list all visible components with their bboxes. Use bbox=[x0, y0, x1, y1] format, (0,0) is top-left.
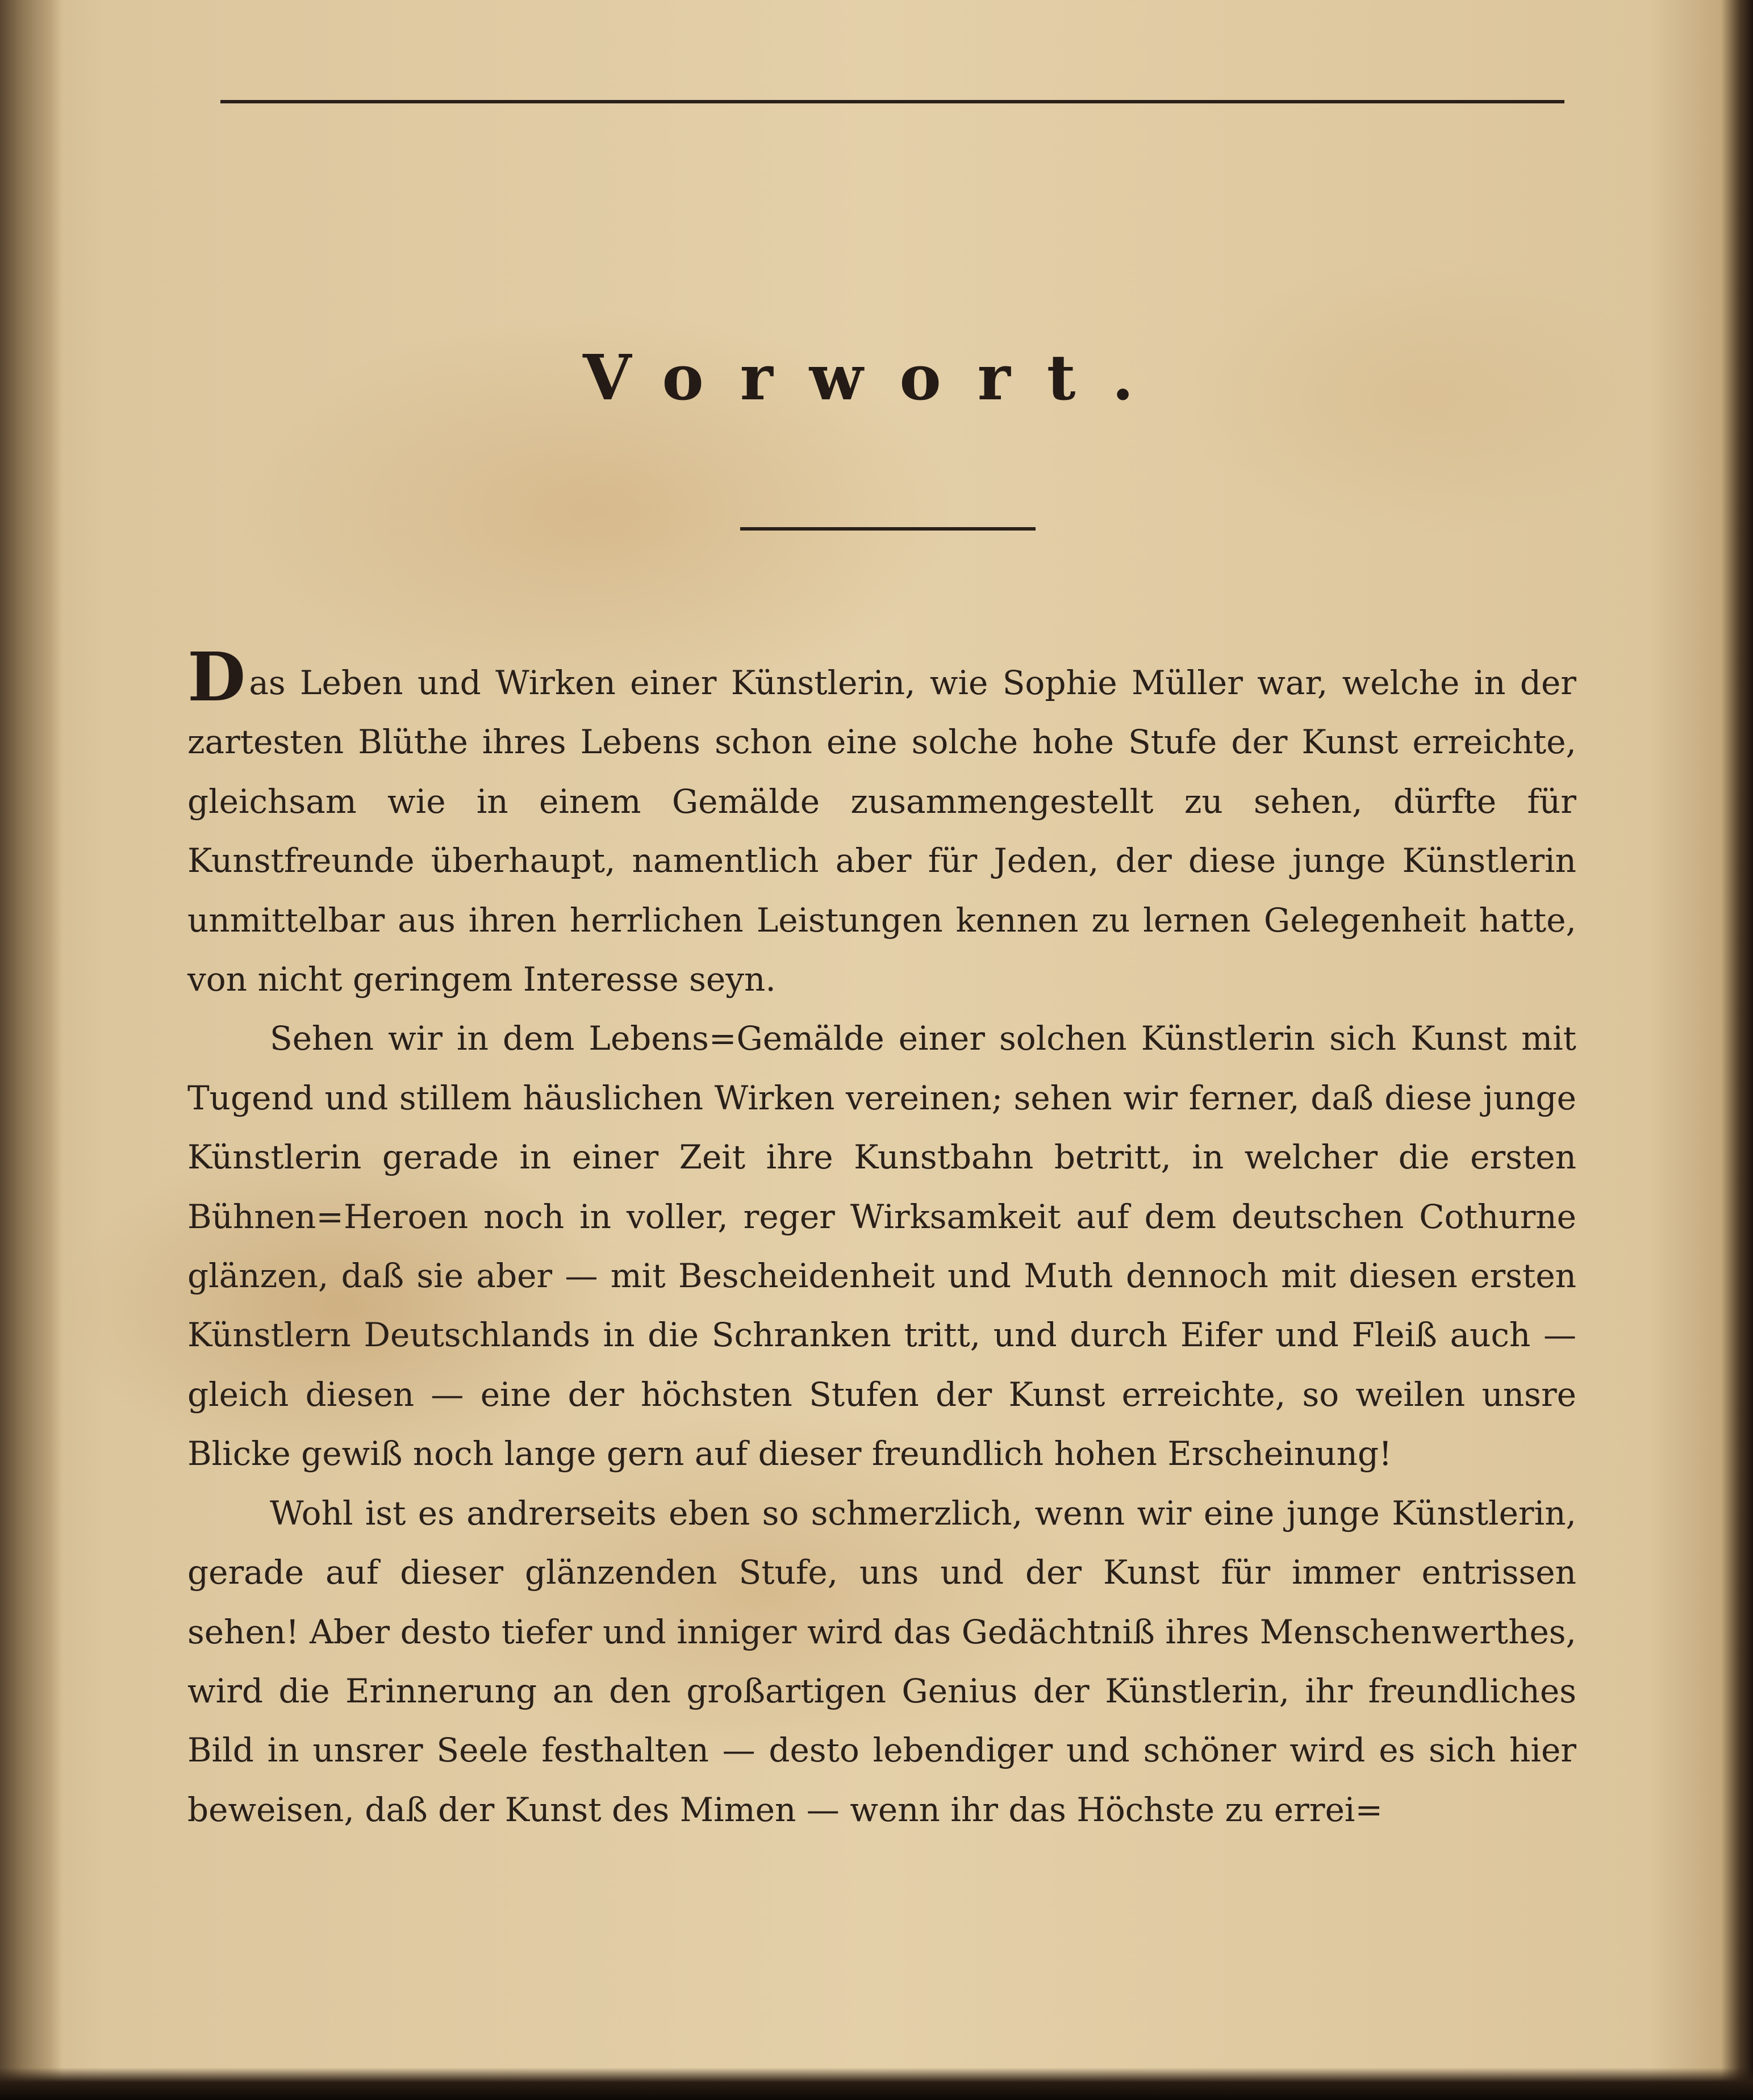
title-rule bbox=[740, 527, 1036, 531]
drop-cap: D bbox=[187, 637, 246, 716]
paragraph-1-text: as Leben und Wirken einer Künstlerin, wie Sophie Müller war, welche in der zartesten Blüthe ihres Lebens schon eine solche hohe Stufe der Kunst erreichte, gleichsam wie in einem Gemälde zusammengestellt zu sehen, dürfte für Kunstfreunde überhaupt, namentlich aber für Jeden, der diese junge Künstlerin unmittelbar aus ihren herrlichen Leistungen kennen zu lernen Gelegenheit hatte, von nicht geringem Interesse seyn. bbox=[187, 663, 1576, 999]
paragraph-3: Wohl ist es andrerseits eben so schmerzlich, wenn wir eine junge Künstlerin, gerade auf dieser glänzenden Stufe, uns und der Kunst für immer entrissen sehen! Aber desto tiefer und inniger wird das Gedächtniß ihres Menschenwerthes, wird die Erinnerung an den großartigen Genius der Künstlerin, ihr freundliches Bild in unsrer Seele festhalten — desto lebendiger und schöner wird es sich hier beweisen, daß der Kunst des Mimen — wenn ihr das Höchste zu errei= bbox=[187, 1493, 1576, 1829]
paragraph-2: Sehen wir in dem Lebens=Gemälde einer solchen Künstlerin sich Kunst mit Tugend und stillem häuslichen Wirken vereinen; sehen wir ferner, daß diese junge Künstlerin gerade in einer Zeit ihre Kunstbahn betritt, in welcher die ersten Bühnen=Heroen noch in voller, reger Wirksamkeit auf dem deutschen Cothurne glänzen, daß sie aber — mit Bescheidenheit und Muth dennoch mit diesen ersten Künstlern Deutschlands in die Schranken tritt, und durch Eifer und Fleiß auch — gleich diesen — eine der höchsten Stufen der Kunst erreichte, so weilen unsre Blicke gewiß noch lange gern auf dieser freundlich hohen Erscheinung! bbox=[187, 1019, 1576, 1473]
page-bottom-edge bbox=[0, 2068, 1753, 2100]
body-text bbox=[187, 637, 1576, 1839]
page-title: Vorwort. bbox=[583, 341, 1170, 414]
top-rule bbox=[220, 100, 1564, 103]
book-gutter bbox=[0, 0, 62, 2100]
page-right-edge bbox=[1721, 0, 1753, 2100]
paragraph-1 bbox=[187, 637, 1576, 1009]
